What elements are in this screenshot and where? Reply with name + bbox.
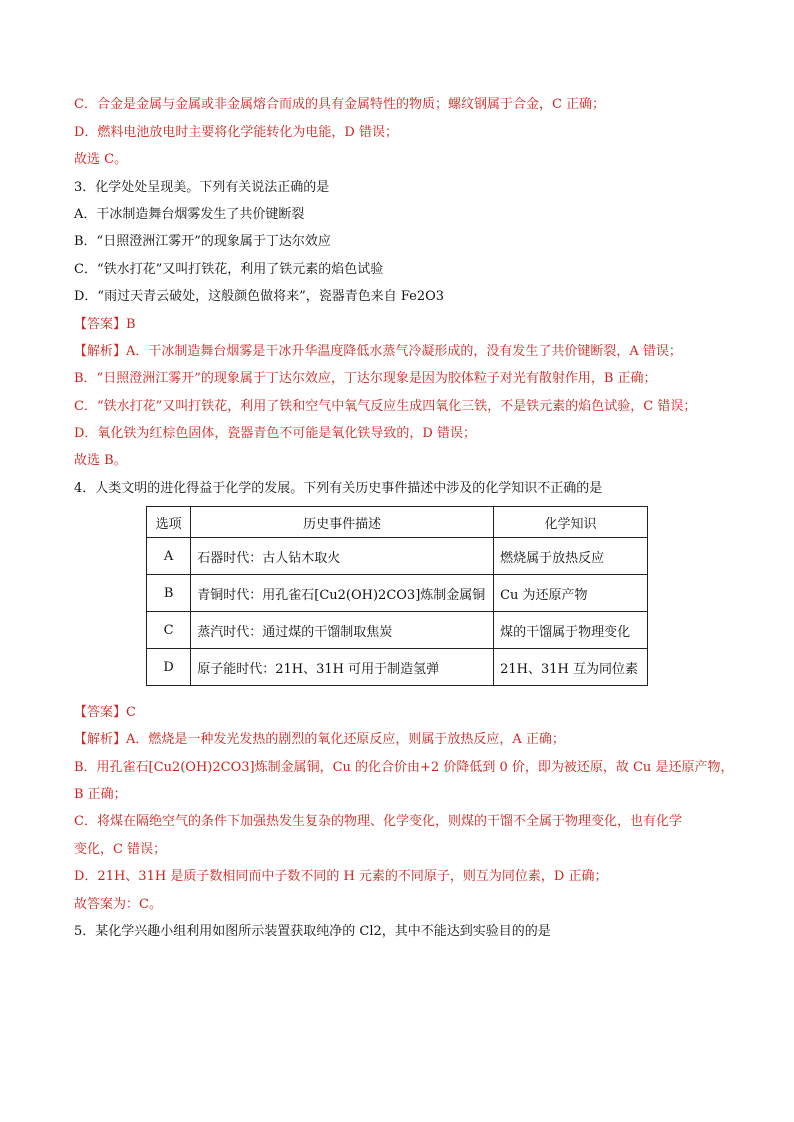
q3-analysis-d: D．氧化铁为红棕色固体，瓷器青色不可能是氧化铁导致的，D 错误；: [74, 426, 476, 441]
q4-analysis-d: D．21H、31H 是质子数相同而中子数不同的 H 元素的不同原子，则互为同位素，D 正确；: [74, 869, 608, 884]
row-option: A: [147, 538, 191, 575]
table-row: [147, 649, 648, 686]
row-description: 石器时代：古人钻木取火: [191, 538, 494, 575]
q4-choose: 故答案为：C。: [74, 897, 162, 912]
q3-option-a: A．干冰制造舞台烟雾发生了共价键断裂: [74, 207, 305, 222]
header-knowledge: 化学知识: [494, 507, 648, 538]
history-table: [146, 506, 648, 686]
q3-stem: 3．化学处处呈现美。下列有关说法正确的是: [74, 180, 330, 195]
q3-choose: 故选 B。: [74, 453, 127, 468]
q4-analysis-c: C．将煤在隔绝空气的条件下加强热发生复杂的物理、化学变化，则煤的干馏不全属于物理变化，也有化学: [74, 814, 682, 829]
header-option: 选项: [147, 507, 191, 538]
q4-analysis-b: B．用孔雀石[Cu2(OH)2CO3]炼制金属铜，Cu 的化合价由+2 价降低到 0 价，即为被还原，故 Cu 是还原产物，: [74, 760, 734, 775]
table-row: [147, 612, 648, 649]
row-knowledge: 21H、31H 互为同位素: [494, 649, 648, 686]
row-description: 青铜时代：用孔雀石[Cu2(OH)2CO3]炼制金属铜: [191, 575, 494, 612]
q3-analysis-c: C．“铁水打花”又叫打铁花，利用了铁和空气中氧气反应生成四氧化三铁，不是铁元素的焰色试验，C 错误；: [74, 399, 697, 414]
q3-option-d: D．“雨过天青云破处，这般颜色做将来”，瓷器青色来自 Fe2O3: [74, 289, 445, 304]
row-option: B: [147, 575, 191, 612]
header-description: 历史事件描述: [191, 507, 494, 538]
row-knowledge: 燃烧属于放热反应: [494, 538, 648, 575]
q3-analysis-a: 【解析】A．干冰制造舞台烟雾是干冰升华温度降低水蒸气冷凝形成的，没有发生了共价键断裂，A 错误；: [74, 344, 682, 359]
q3-analysis-b: B．“日照澄洲江雾开”的现象属于丁达尔效应，丁达尔现象是因为胶体粒子对光有散射作用，B 正确；: [74, 371, 657, 386]
row-knowledge: Cu 为还原产物: [494, 575, 648, 612]
row-option: D: [147, 649, 191, 686]
prev-analysis-d: D．燃料电池放电时主要将化学能转化为电能，D 错误；: [74, 125, 398, 140]
table-row: [147, 575, 648, 612]
table-header-row: [147, 507, 648, 538]
q3-answer: 【答案】B: [74, 317, 136, 332]
q3-option-c: C．“铁水打花”又叫打铁花，利用了铁元素的焰色试验: [74, 262, 384, 277]
row-description: 原子能时代：21H、31H 可用于制造氢弹: [191, 649, 494, 686]
q4-analysis-c-cont: 变化，C 错误；: [74, 842, 167, 857]
q4-analysis-a: 【解析】A．燃烧是一种发光发热的剧烈的氧化还原反应，则属于放热反应，A 正确；: [74, 732, 565, 747]
row-option: C: [147, 612, 191, 649]
q5-stem: 5．某化学兴趣小组利用如图所示装置获取纯净的 Cl2，其中不能达到实验目的的是: [74, 924, 551, 939]
q3-option-b: B．“日照澄洲江雾开”的现象属于丁达尔效应: [74, 234, 331, 249]
prev-choose: 故选 C。: [74, 152, 128, 167]
q4-analysis-b-cont: B 正确；: [74, 787, 127, 802]
row-knowledge: 煤的干馏属于物理变化: [494, 612, 648, 649]
q4-stem: 4．人类文明的进化得益于化学的发展。下列有关历史事件描述中涉及的化学知识不正确的是: [74, 481, 603, 496]
prev-analysis-c: C．合金是金属与金属或非金属熔合而成的具有金属特性的物质；螺纹钢属于合金，C 正确；: [74, 97, 606, 112]
q4-answer: 【答案】C: [74, 705, 136, 720]
table-row: [147, 538, 648, 575]
row-description: 蒸汽时代：通过煤的干馏制取焦炭: [191, 612, 494, 649]
